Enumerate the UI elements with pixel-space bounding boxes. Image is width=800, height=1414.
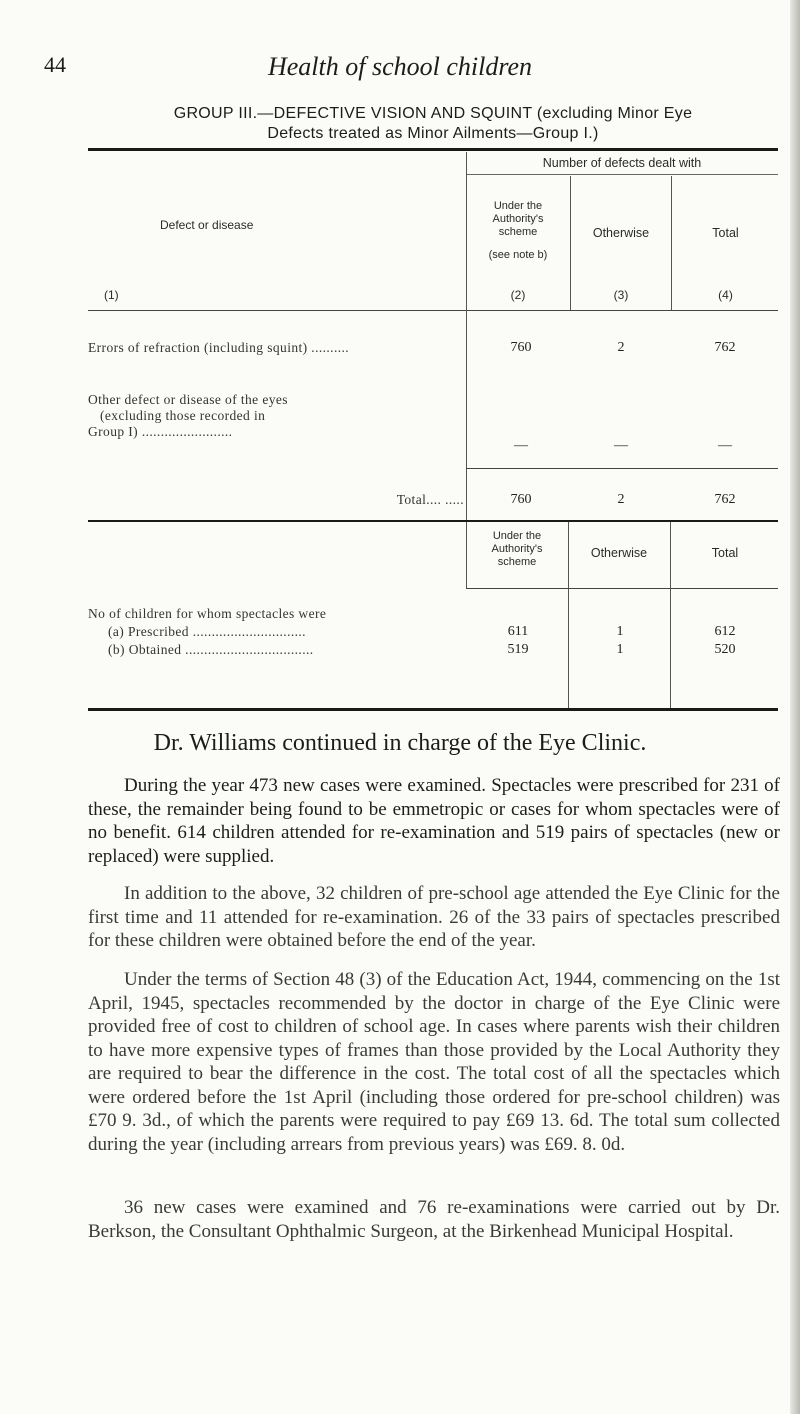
row-2-label-line-2: (excluding those recorded in bbox=[100, 408, 266, 423]
total-otherwise: 2 bbox=[617, 492, 625, 507]
row-1-authority: 760 bbox=[510, 340, 532, 355]
table-top-rule bbox=[88, 148, 778, 151]
t2-col-authority-line-1: Under the bbox=[492, 530, 542, 542]
col-total-number: (4) bbox=[718, 288, 733, 302]
table-heading-line-1: GROUP III.—DEFECTIVE VISION AND SQUINT (excluding Minor Eye bbox=[173, 105, 693, 122]
total-total: 762 bbox=[714, 492, 736, 507]
group-header: Number of defects dealt with bbox=[542, 156, 702, 170]
section-title: Dr. Williams continued in charge of the Eye Clinic. bbox=[153, 730, 647, 756]
total-row-label: Total.... ..... bbox=[396, 492, 464, 507]
t2-col-divider-3 bbox=[670, 522, 671, 708]
col-authority-line-3: scheme bbox=[498, 226, 538, 238]
col-total-header: Total bbox=[712, 226, 739, 240]
header-bottom-rule bbox=[88, 310, 778, 311]
table-heading-line-2: Defects treated as Minor Ailments—Group I.) bbox=[267, 125, 599, 142]
t2-obtained-authority: 519 bbox=[507, 642, 529, 657]
t2-row-obtained-label: (b) Obtained .................................. bbox=[108, 642, 314, 657]
row-2-total: — bbox=[718, 438, 732, 453]
table2-bottom-rule bbox=[88, 708, 778, 711]
total-authority: 760 bbox=[510, 492, 532, 507]
group-header-rule bbox=[466, 174, 778, 175]
t2-obtained-total: 520 bbox=[714, 642, 736, 657]
t2-col-authority-line-3: scheme bbox=[497, 556, 537, 568]
t2-header-rule bbox=[466, 588, 778, 589]
running-title: Health of school children bbox=[267, 52, 533, 81]
row-2-label-line-1: Other defect or disease of the eyes bbox=[88, 392, 288, 407]
page-header bbox=[0, 52, 800, 92]
t2-col-otherwise-header: Otherwise bbox=[590, 546, 648, 560]
t2-prescribed-total: 612 bbox=[714, 624, 736, 639]
col-authority-line-2: Authority's bbox=[492, 213, 544, 225]
t2-col-total-header: Total bbox=[711, 546, 739, 560]
row-2-authority: — bbox=[514, 438, 528, 453]
col-otherwise-header: Otherwise bbox=[592, 226, 650, 240]
col-authority-number: (2) bbox=[510, 288, 526, 302]
col-divider-3 bbox=[671, 176, 672, 310]
t2-row-intro: No of children for whom spectacles were bbox=[88, 606, 327, 621]
t2-prescribed-otherwise: 1 bbox=[616, 624, 624, 639]
paragraph-consultant: 36 new cases were examined and 76 re-examinations were carried out by Dr. Berkson, the Consultant Ophthalmic Surgeon, at the Birkenhead Municipal Hospital. bbox=[88, 1197, 780, 1242]
col-otherwise-number: (3) bbox=[613, 288, 629, 302]
body-col-divider-1 bbox=[466, 310, 467, 588]
t2-col-authority-header bbox=[468, 530, 566, 569]
col-authority-header bbox=[470, 200, 566, 262]
row-1-total: 762 bbox=[714, 340, 736, 355]
row-other-defect-label bbox=[88, 392, 464, 440]
col-divider-1 bbox=[466, 152, 467, 310]
col-authority-note: (see note b) bbox=[488, 249, 548, 261]
paragraph-education-act: Under the terms of Section 48 (3) of the Education Act, 1944, commencing on the 1st April, 1945, spectacles recommended by the doctor in charge of the Eye Clinic were provided free of cost to children of school age. In cases where parents wish their children to have more expensive types of frames than those provided by the Local Authority they are required to bear the difference in the cost. The total cost of all the spectacles which were ordered before the 1st April (including those ordered for pre-school children) was £70 9. 3d., of which the parents were required to pay £69 13. 6d. The total sum collected during the year (including arrears from previous years) was £69. 8. 0d. bbox=[88, 969, 780, 1155]
row-errors-of-refraction-label: Errors of refraction (including squint) .......... bbox=[88, 340, 350, 355]
col-authority-line-1: Under the bbox=[493, 200, 543, 212]
t2-col-divider-2 bbox=[568, 522, 569, 708]
t2-prescribed-authority: 611 bbox=[507, 624, 529, 639]
t2-row-prescribed-label: (a) Prescribed .............................. bbox=[108, 624, 306, 639]
total-row-rule bbox=[466, 468, 778, 469]
t2-col-authority-line-2: Authority's bbox=[491, 543, 543, 555]
col-defect-number: (1) bbox=[104, 288, 119, 302]
table-heading bbox=[88, 104, 778, 144]
table2-top-rule bbox=[88, 520, 778, 522]
page-number: 44 bbox=[44, 52, 66, 77]
row-1-otherwise: 2 bbox=[617, 340, 625, 355]
paragraph-new-cases: During the year 473 new cases were examined. Spectacles were prescribed for 231 of these, the remainder being found to be emmetropic or cases for whom spectacles were of no benefit. 614 children attended for re-examination and 519 pairs of spectacles (new or replaced) were supplied. bbox=[88, 775, 780, 867]
row-2-otherwise: — bbox=[614, 438, 628, 453]
page-edge-shadow bbox=[790, 0, 800, 1414]
col-divider-2 bbox=[570, 176, 571, 310]
col-defect-header: Defect or disease bbox=[160, 218, 254, 232]
paragraph-pre-school: In addition to the above, 32 children of pre-school age attended the Eye Clinic for the first time and 11 attended for re-examination. 26 of the 33 pairs of spectacles prescribed for these children were obtained before the end of the year. bbox=[88, 883, 780, 951]
row-2-label-line-3: Group I) ........................ bbox=[88, 424, 233, 439]
t2-obtained-otherwise: 1 bbox=[616, 642, 624, 657]
